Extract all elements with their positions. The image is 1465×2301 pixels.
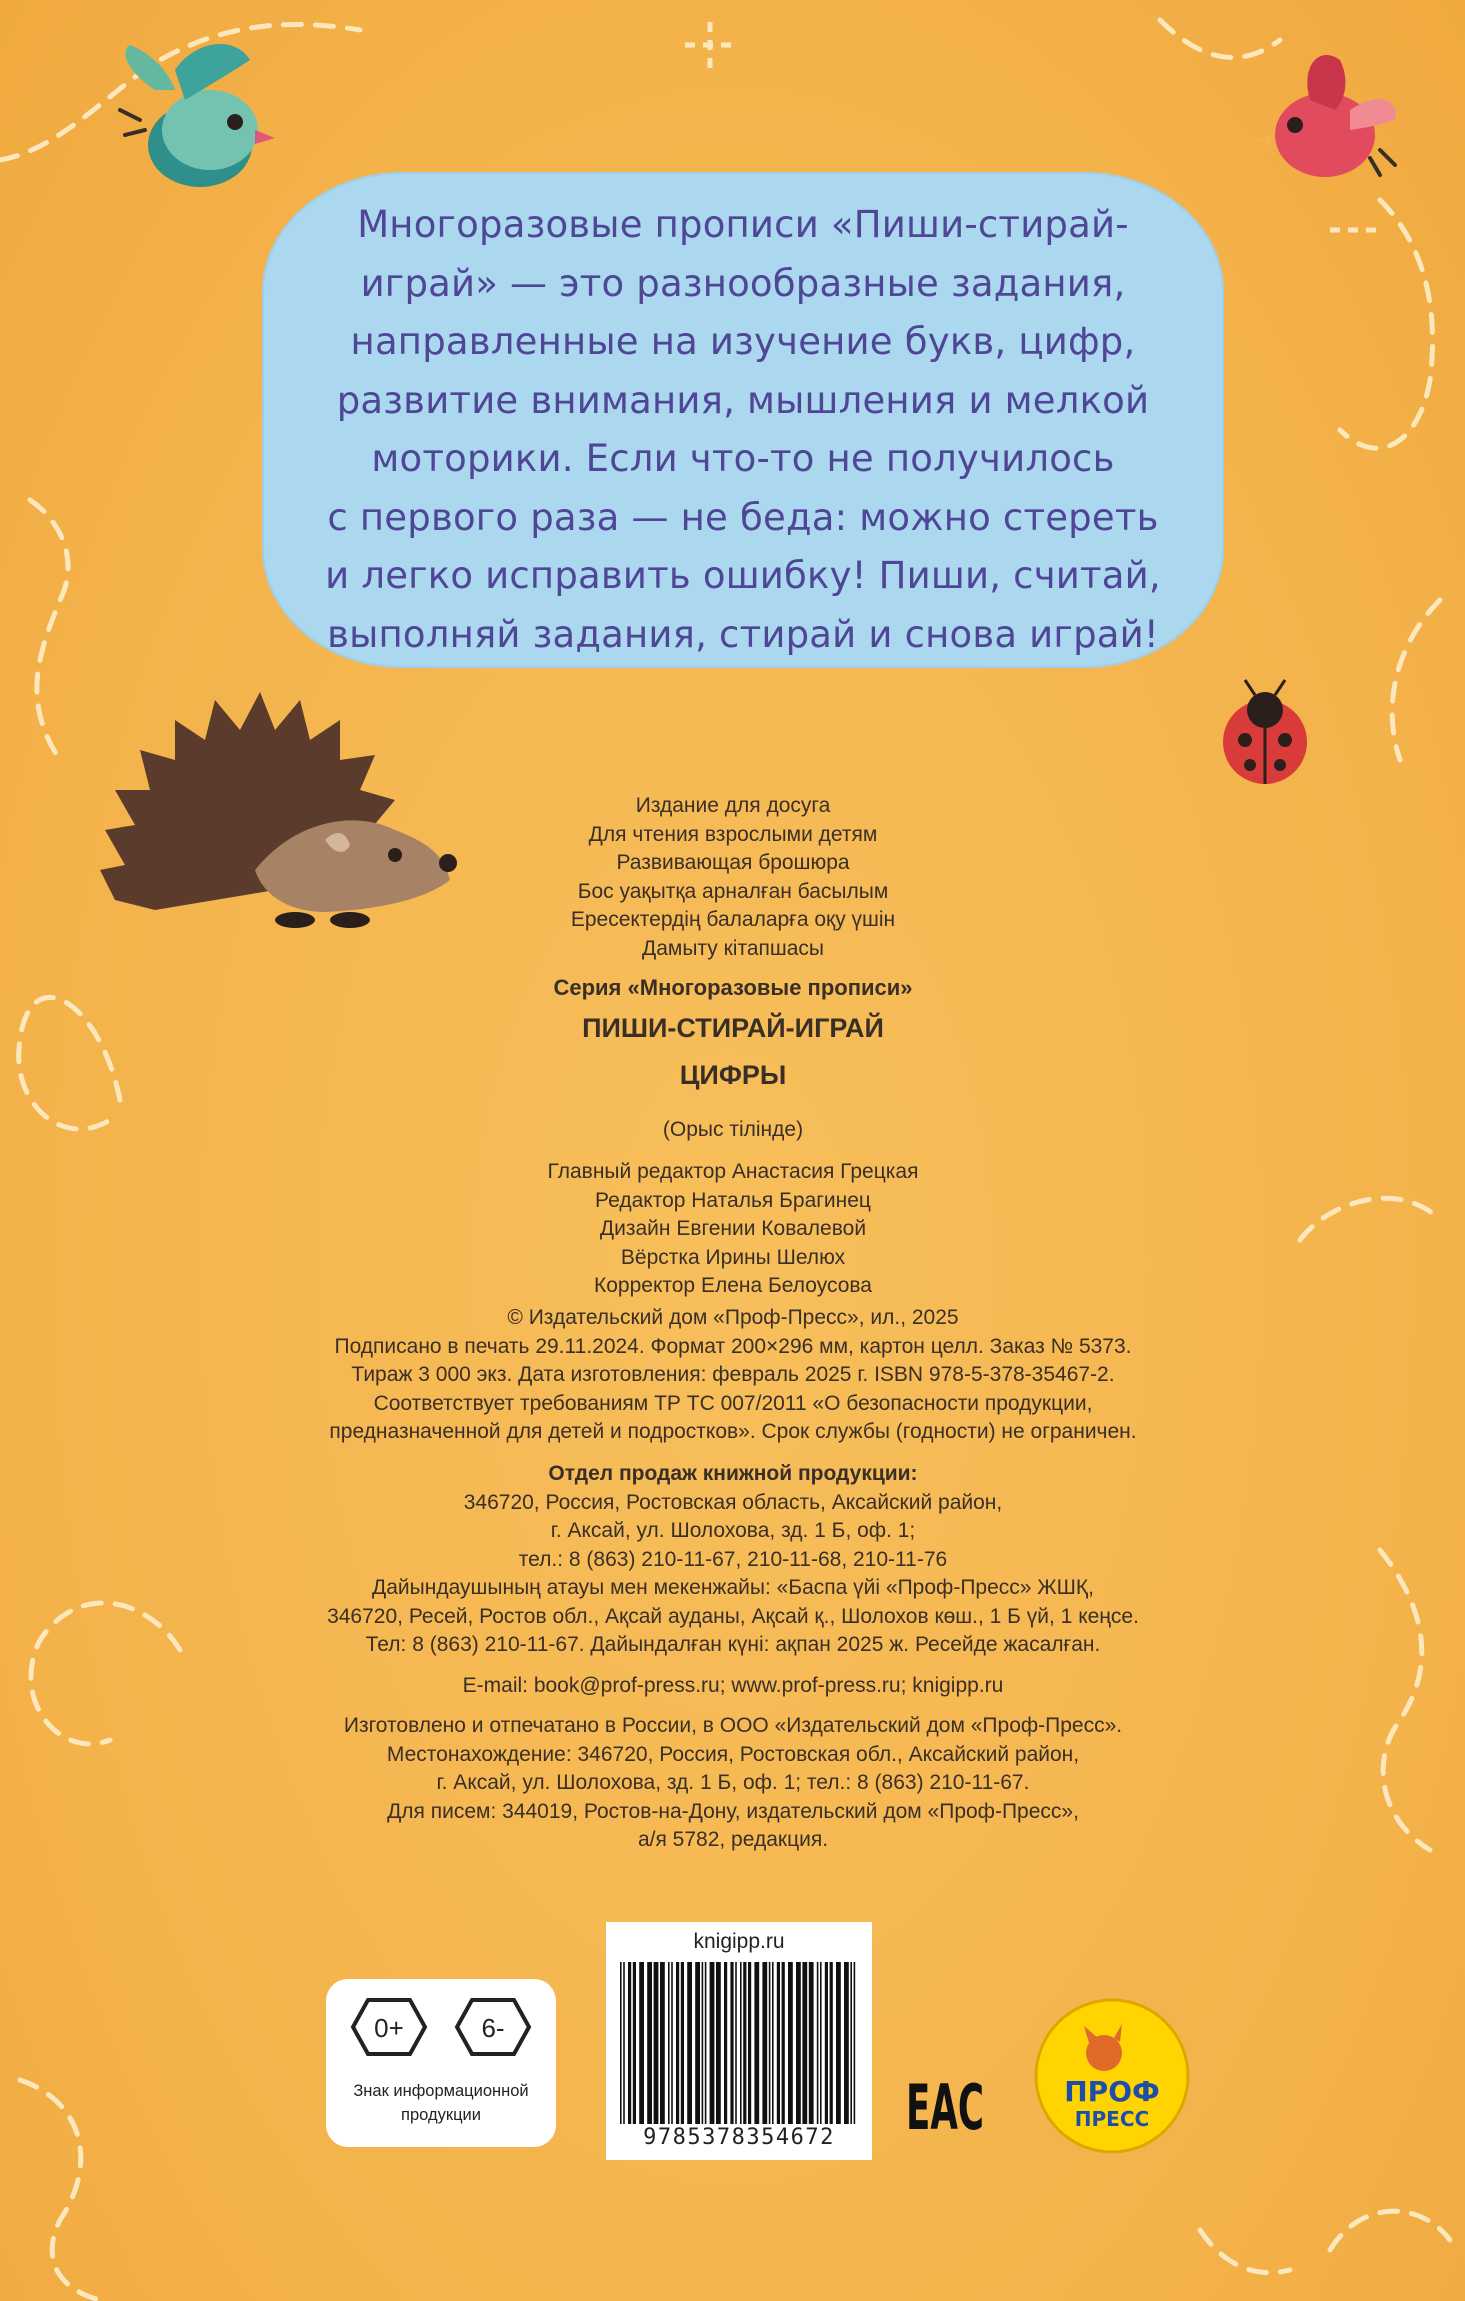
sales-department bbox=[190, 1460, 1276, 1660]
age-caption bbox=[326, 2079, 556, 2127]
imprint bbox=[190, 1304, 1276, 1447]
blurb-line: выполняй задания, стирай и снова играй! bbox=[327, 612, 1159, 656]
sales-line: Тел: 8 (863) 210-11-67. Дайындалған күні: ақпан 2025 ж. Ресейде жасалған. bbox=[365, 1633, 1101, 1656]
logo-line2: ПРЕСС bbox=[1074, 2107, 1150, 2131]
green-bird-illustration bbox=[115, 30, 275, 200]
logo-line1: ПРОФ bbox=[1064, 2075, 1160, 2108]
prof-press-logo bbox=[1034, 1998, 1190, 2154]
age-badge-0-text: 0+ bbox=[374, 2013, 404, 2043]
language-note: (Орыс тілінде) bbox=[662, 1118, 804, 1141]
imprint-line: Подписано в печать 29.11.2024. Формат 200×296 мм, картон целл. Заказ № 5373. bbox=[334, 1334, 1132, 1358]
imprint-line: Тираж 3 000 экз. Дата изготовления: февраль 2025 г. ISBN 978-5-378-35467-2. bbox=[351, 1363, 1115, 1386]
age-rating-box bbox=[326, 1979, 556, 2147]
age-badge-0-icon bbox=[350, 1997, 428, 2057]
contacts: E-mail: book@prof-press.ru; www.prof-press.ru; knigipp.ru bbox=[462, 1674, 1004, 1697]
edition-line: Дамыту кітапшасы bbox=[641, 936, 825, 960]
credits bbox=[190, 1158, 1276, 1301]
credit-line: Корректор Елена Белоусова bbox=[594, 1274, 872, 1297]
credit-line: Главный редактор Анастасия Грецкая bbox=[547, 1160, 919, 1183]
sales-line: тел.: 8 (863) 210-11-67, 210-11-68, 210-11-76 bbox=[518, 1547, 948, 1571]
sales-line: 346720, Ресей, Ростов обл., Ақсай ауданы, Ақсай қ., Шолохов көш., 1 Б үй, 1 кеңсе. bbox=[327, 1604, 1139, 1628]
blurb-line: с первого раза — не беда: можно стереть bbox=[327, 495, 1159, 539]
edition-info bbox=[190, 792, 1276, 963]
credit-line: Дизайн Евгении Ковалевой bbox=[599, 1217, 867, 1240]
imprint-line: предназначенной для детей и подростков». Срок службы (годности) не ограничен. bbox=[329, 1420, 1137, 1443]
age-badge-6-text: 6- bbox=[481, 2013, 505, 2043]
imprint-line: Соответствует требованиям ТР ТС 007/2011 «О безопасности продукции, bbox=[373, 1391, 1093, 1415]
blurb-line: развитие внимания, мышления и мелкой bbox=[336, 378, 1150, 422]
manufacturer-line: Местонахождение: 346720, Россия, Ростовская обл., Аксайский район, bbox=[386, 1742, 1080, 1766]
edition-line: Ересектердің балаларға оқу үшін bbox=[570, 908, 896, 931]
age-badge-6-icon bbox=[454, 1997, 532, 2057]
edition-line: Бос уақытқа арналған басылым bbox=[577, 879, 889, 903]
barcode-url: knigipp.ru bbox=[693, 1930, 785, 1953]
age-caption-line: продукции bbox=[401, 2106, 481, 2124]
manufacturer-line: Изготовлено и отпечатано в России, в ООО «Издательский дом «Проф-Пресс». bbox=[343, 1714, 1123, 1737]
barcode-box bbox=[606, 1922, 872, 2160]
blurb-line: играй» — это разнообразные задания, bbox=[360, 261, 1126, 305]
ladybug-illustration bbox=[1205, 680, 1325, 800]
edition-line: Для чтения взрослыми детям bbox=[588, 822, 878, 846]
book-title: ПИШИ-СТИРАЙ-ИГРАЙ bbox=[582, 1013, 884, 1043]
series-prefix: Серия bbox=[553, 975, 628, 1000]
manufacturer-info bbox=[190, 1712, 1276, 1855]
eac-mark-icon bbox=[904, 2057, 986, 2143]
blurb-line: направленные на изучение букв, цифр, bbox=[350, 320, 1136, 363]
blurb-text bbox=[270, 196, 1216, 664]
series-line bbox=[190, 975, 1276, 1001]
edition-line: Развивающая брошюра bbox=[616, 851, 850, 874]
series-name: «Многоразовые прописи» bbox=[627, 975, 913, 1000]
red-bird-illustration bbox=[1250, 40, 1400, 200]
manufacturer-line: Для писем: 344019, Ростов-на-Дону, издательский дом «Проф-Пресс», bbox=[387, 1799, 1079, 1823]
blurb-line: и легко исправить ошибку! Пиши, считай, bbox=[325, 554, 1161, 597]
barcode-bars bbox=[618, 1962, 860, 2124]
sales-heading: Отдел продаж книжной продукции: bbox=[548, 1462, 918, 1485]
sales-line: г. Аксай, ул. Шолохова, зд. 1 Б, оф. 1; bbox=[550, 1519, 916, 1542]
age-caption-line: Знак информационной bbox=[353, 2082, 529, 2100]
manufacturer-line: а/я 5782, редакция. bbox=[637, 1828, 829, 1851]
edition-line: Издание для досуга bbox=[635, 794, 831, 817]
imprint-line: © Издательский дом «Проф-Пресс», ил., 2025 bbox=[507, 1306, 959, 1329]
credit-line: Вёрстка Ирины Шелюх bbox=[620, 1245, 846, 1269]
credit-line: Редактор Наталья Брагинец bbox=[595, 1188, 871, 1212]
sales-line: Дайындаушының атауы мен мекенжайы: «Баспа үйі «Проф-Пресс» ЖШҚ, bbox=[372, 1576, 1094, 1599]
eac-mark-text: EAC bbox=[906, 2071, 984, 2144]
sales-line: 346720, Россия, Ростовская область, Аксайский район, bbox=[463, 1490, 1003, 1514]
manufacturer-line: г. Аксай, ул. Шолохова, зд. 1 Б, оф. 1; тел.: 8 (863) 210-11-67. bbox=[436, 1771, 1030, 1794]
blurb-line: моторики. Если что-то не получилось bbox=[371, 437, 1115, 480]
barcode-number: 9785378354672 bbox=[643, 2125, 835, 2150]
blurb-line: Многоразовые прописи «Пиши-стирай- bbox=[357, 203, 1129, 246]
book-subtitle: ЦИФРЫ bbox=[679, 1060, 787, 1090]
